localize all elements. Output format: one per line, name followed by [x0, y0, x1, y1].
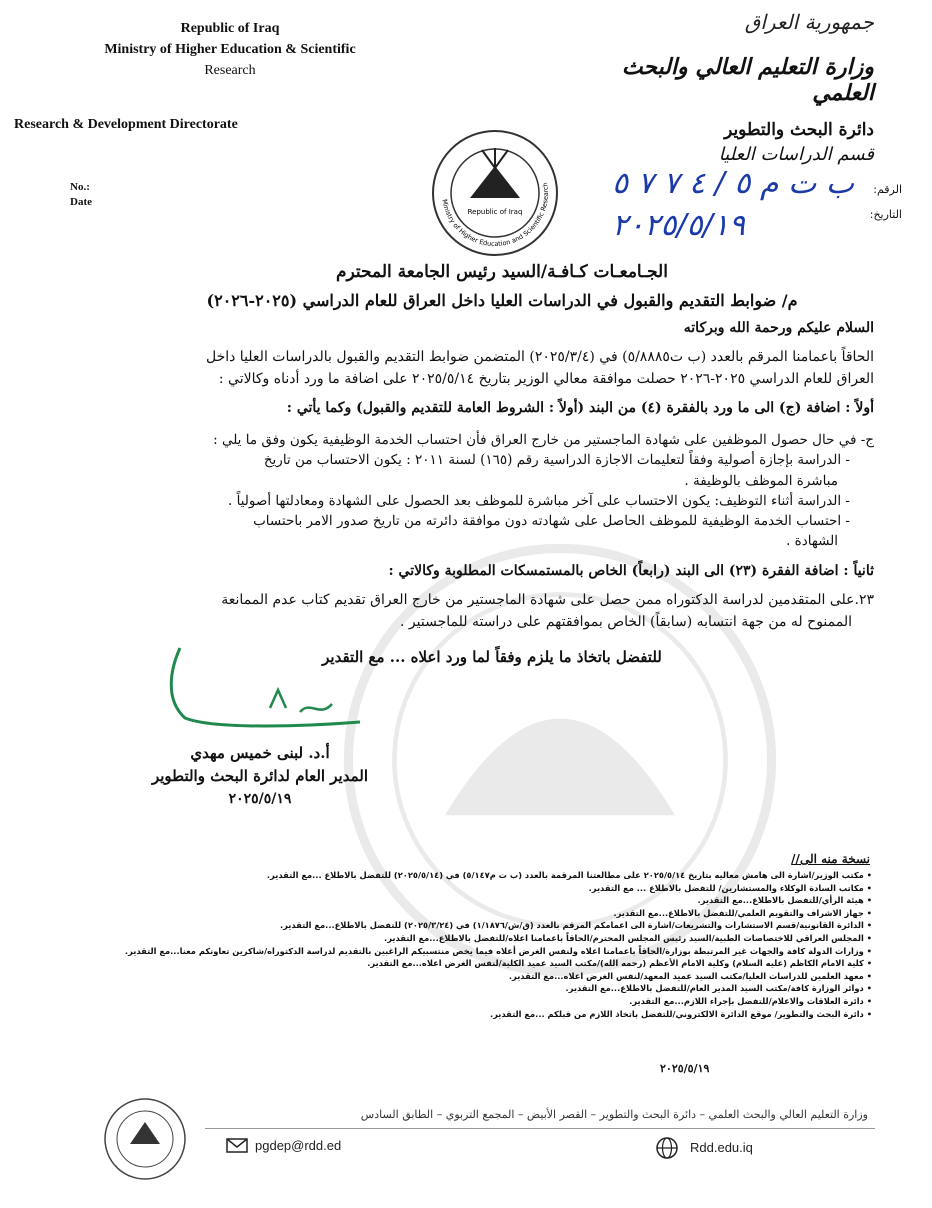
- copies-list: [82, 869, 872, 1020]
- paragraph-intro-line1: الحاقاً باعمامنا المرقم بالعدد (ب ت٥/٨٨٨٥) في (٢٠٢٥/٣/٤) المتضمن ضوابط التقديم والقبول بالدراسات العليا داخل: [205, 349, 874, 365]
- header-ar-directorate: دائرة البحث والتطوير: [724, 120, 874, 140]
- j-bullet-1-line1: - الدراسة بإجازة أصولية وفقاً لتعليمات الاجازة الدراسية رقم (١٦٥) لسنة ٢٠١١ : يكون الاحتساب من تاريخ: [263, 452, 850, 469]
- paragraph-23-line2: الممنوح له من جهة انتسابه (سابقاً) الخاص بموافقتهم على دراسته للماجستير .: [400, 613, 852, 630]
- seal-ring-text: Ministry of Higher Education and Scientific Research: [440, 181, 551, 249]
- copies-header: نسخة منه الى//: [791, 852, 870, 866]
- paragraph-23: [54, 590, 874, 633]
- copy-item: • دائرة العلاقات والاعلام/للتفضل بإجراء اللازم...مع التقدير.: [629, 995, 872, 1006]
- footer-address: وزارة التعليم العالي والبحث العلمي – دائرة البحث والتطوير – القصر الأبيض – المجمع التربوي – الطابق السادس: [360, 1108, 868, 1121]
- j-bullet-1-line2: مباشرة الموظف بالوظيفة .: [684, 472, 838, 489]
- j-bullet-2: - الدراسة أثناء التوظيف: يكون الاحتساب على آخر مباشرة للموظف بعد الحصول على الشهادة ومعادلتها أصولياً .: [228, 492, 850, 509]
- header-ministry: Ministry of Higher Education & Scientific: [104, 42, 356, 57]
- footer-divider: [205, 1128, 875, 1129]
- section-first: أولاً : اضافة (ج) الى ما ورد بالفقرة (٤) من البند (أولاً : الشروط العامة للتقديم والقبول) وكما يأتي :: [286, 400, 874, 416]
- greeting: السلام عليكم ورحمة الله وبركاته: [683, 320, 874, 336]
- header-english: [14, 18, 390, 132]
- date-label: Date: [70, 195, 92, 208]
- copy-item: • دائرة البحث والتطوير/ موقع الدائرة الالكتروني/للتفضل باتخاذ اللازم من قبلكم ...مع التقدير.: [489, 1008, 872, 1019]
- ref-number-handwritten: ب ت م ٥ / ٤ ٧ ٧ ٥: [612, 166, 855, 201]
- seal-inner-text: Republic of Iraq: [467, 208, 523, 216]
- copy-item: • هيئة الرأي/للتفضل بالاطلاع...مع التقدير.: [697, 895, 872, 906]
- globe-icon: [655, 1136, 679, 1160]
- j-bullet-3-line2: الشهادة .: [786, 533, 838, 550]
- ref-label-ar: الرقم:: [873, 183, 902, 196]
- closing-line: للتفضل باتخاذ ما يلزم وفقاً لما ورد اعلاه ... مع التقدير: [322, 648, 662, 666]
- copy-item: • وزارات الدولة كافة والجهات غير المرتبطة بوزارة/الحاقاً باعمامنا اعلاه ولنفس الغرض أعلاه فيما يخص منتسبيكم الراغبين بالتقديم لدراسة الدكتوراه/شاكرين تعاونكم معنا...مع التقدير.: [124, 945, 872, 956]
- header-country: Republic of Iraq: [180, 21, 280, 36]
- footer-website-link[interactable]: Rdd.edu.iq: [690, 1140, 753, 1155]
- section-j-block: [54, 430, 874, 552]
- signer-name: أ.د. لبنى خميس مهدي: [190, 744, 330, 762]
- copy-item: • كلية الامام الكاظم (عليه السلام) وكلية الامام الأعظم (رحمه الله)/مكتب السيد عميد الكلية/لنفس الغرض اعلاه...مع التقدير.: [367, 958, 872, 969]
- signer-date: ٢٠٢٥/٥/١٩: [228, 790, 292, 807]
- copy-item: • المجلس العراقي للاختصاصات الطبية/السيد رئيس المجلس المحترم/الحاقاً باعمامنا اعلاه/للتفضل بالاطلاع...مع التقدير.: [384, 932, 872, 943]
- header-directorate: Research & Development Directorate: [14, 117, 238, 132]
- j-intro: ج- في حال حصول الموظفين على شهادة الماجستير من خارج العراق فأن احتساب الخدمة الوظيفية يكون وفق ما يلي :: [213, 432, 874, 448]
- section-second: ثانياً : اضافة الفقرة (٢٣) الى البند (رابعاً) الخاص بالمستمسكات المطلوبة وكالاتي :: [388, 563, 874, 579]
- copy-item: • مكاتب السادة الوكلاء والمستشارين/ للتفضل بالاطلاع ... مع التقدير.: [588, 882, 872, 893]
- copy-item: • جهاز الاشراف والتقويم العلمي/للتفضل بالاطلاع...مع التقدير.: [613, 907, 872, 918]
- no-label: No.:: [70, 181, 90, 193]
- header-ministry-cont: Research: [204, 63, 256, 78]
- ref-date-handwritten: ٢٠٢٥/٥/١٩: [612, 208, 746, 243]
- copy-item: • دوائر الوزارة كافة/مكتب السيد المدير العام/للتفضل بالاطلاع...مع التقدير.: [565, 983, 872, 994]
- date-label-ar: التاريخ:: [869, 208, 902, 221]
- paragraph-intro: [54, 347, 874, 390]
- footer-email-link[interactable]: pgdep@rdd.ed: [255, 1138, 342, 1153]
- j-bullet-3-line1: - احتساب الخدمة الوظيفية للموظف الحاصل على شهادته دون موافقة دائرته من تاريخ صدور الامر باحتساب: [253, 513, 850, 529]
- addressee: الجـامعـات كـافـة/السيد رئيس الجامعة المحترم: [336, 262, 668, 282]
- header-arabic: [574, 10, 874, 165]
- copy-item: • مكتب الوزير/اشارة الى هامش معاليه بتاريخ ٢٠٢٥/٥/١٤ على مطالعتنا المرقمة بالعدد (ب ت م٥/١٤٧) في (٢٠٢٥/٥/١٤) للتفضل بالاطلاع ...مع التقدير.: [266, 870, 872, 880]
- header-ar-ministry: وزارة التعليم العالي والبحث العلمي: [621, 54, 874, 106]
- copy-item: • الدائرة القانونية/قسم الاستشارات والتشريعات/اشارة الى اعمامكم المرقم بالعدد (ق/ش/١/١٨٧٦) في (٢٠٢٥/٣/٢٤) للتفضل بالاطلاع...مع التقدير.: [279, 920, 872, 931]
- ref-labels-english: [70, 180, 92, 210]
- signer-title: المدير العام لدائرة البحث والتطوير: [151, 767, 369, 786]
- signature-icon: [160, 630, 370, 740]
- copy-item: • معهد العلمين للدراسات العليا/مكتب السيد عميد المعهد/لنفس الغرض اعلاه...مع التقدير.: [508, 970, 872, 981]
- header-ar-department: قسم الدراسات العليا: [718, 144, 874, 165]
- header-ar-country: جمهورية العراق: [744, 10, 874, 34]
- signer-block: [110, 742, 410, 810]
- footer-seal-icon: [102, 1096, 188, 1182]
- footer-date: ٢٠٢٥/٥/١٩: [660, 1062, 710, 1075]
- paragraph-intro-line2: العراق للعام الدراسي ٢٠٢٥-٢٠٢٦ حصلت موافقة معالي الوزير بتاريخ ٢٠٢٥/٥/١٤ على اضافة ما ورد أدناه وكالاتي :: [218, 370, 874, 387]
- subject: م/ ضوابط التقديم والقبول في الدراسات العليا داخل العراق للعام الدراسي (٢٠٢٥-٢٠٢٦): [206, 291, 798, 310]
- ministry-seal-icon: [430, 128, 560, 258]
- paragraph-23-line1: ٢٣.على المتقدمين لدراسة الدكتوراه ممن حصل على شهادة الماجستير من خارج العراق تقديم كتاب عدم الممانعة: [221, 592, 874, 608]
- mail-icon: [226, 1138, 248, 1153]
